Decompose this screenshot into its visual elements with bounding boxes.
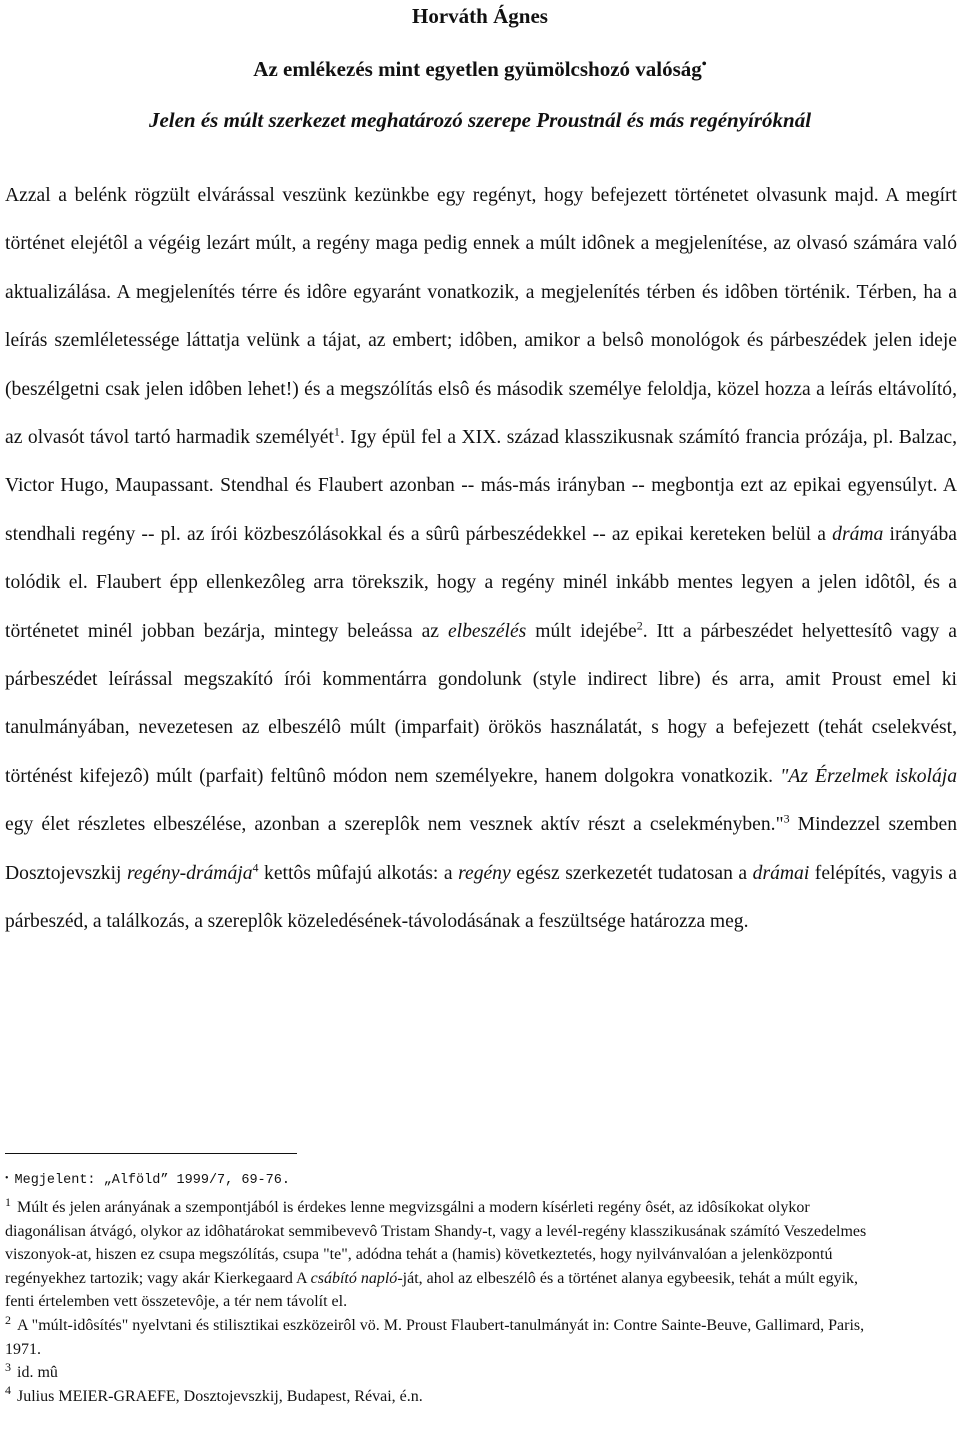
body-paragraph: Azzal a belénk rögzült elvárással veszünk kezünkbe egy regényt, hogy befejezett történetet olvasunk majd. A megírt történet elejétôl a végéig lezárt múlt, a regény maga pedig ennek a múlt idônek a megjelenítése, az olvasó számára való aktualizálása. A megjelenítés térre és idôre egyaránt vonatkozik, a megjelenítés térben és idôben történik. Térben, ha a leírás szemléletessége láttatja velünk a tájat, az embert; idôben, amikor a belsô monológok és párbeszédek jelen ideje (beszélgetni csak jelen idôben lehet!) és a megszólítás elsô és második személye feloldja, közel hozza a leírás eltávolító, az olvasót távol tartó harmadik személyét$^1$. Igy épül fel a XIX. század klasszikusnak számító francia prózája, pl. Balzac, Victor Hugo, Maupassant. Stendhal és Flaubert azonban -- más-más irányban -- megbontja ezt az epikai egyensúlyt. A stendhali regény -- pl. az írói közbeszólásokkal és a sûrû párbeszédekkel -- az epikai kereteken belül a dráma irányába tolódik el. Flaubert épp ellenkezôleg arra törekszik, hogy a regény minél inkább mentes legyen a jelen idôtôl, és a történetet minél jobban bezárja, mintegy beleássa az elbeszélés múlt idejébe$^2$. Itt a párbeszédet helyettesítô vagy a párbeszédet leírással megszakító írói kommentárra gondolunk (style indirect libre) és arra, amit Proust emel ki tanulmányában, nevezetesen az elbeszélô múlt (imparfait) örökös használatát, s hogy a befejezett (tehát cselekvést, történést kifejezô) múlt (parfait) feltûnô módon nem személyekre, hanem dolgokra vonatkozik. "Az Érzelmek iskolája egy élet részletes elbeszélése, azonban a szereplôk nem vesznek aktív részt a cselekményben."$^3$ Mindezzel szemben Dosztojevszkij regény-drámája$^4$ kettôs mûfajú alkotás: a regény egész szerkezetét tudatosan a drámai felépítés, vagyis a párbeszéd, a találkozás, a szereplôk közeledésének-távolodásának a feszültsége határozza meg. (5, 185, 958, 933)
footnote-separator (5, 1153, 297, 1154)
emphasis-elbeszeles: elbeszélés (447, 620, 527, 642)
footnote-publication: • Megjelent: „Alföld” 1999/7, 69-76. (5, 1173, 290, 1188)
emphasis-regeny: regény (458, 862, 511, 884)
emphasis-regeny-dramaja: regény-drámája (126, 862, 253, 884)
footnote-4: $^4$ Julius MEIER-GRAEFE, Dosztojevszkij, Budapest, Révai, é.n. (5, 1383, 423, 1405)
emphasis-drama: dráma (832, 523, 884, 545)
emphasis-csabito-naplo: csábító napló (310, 1269, 398, 1287)
emphasis-dramai: drámai (752, 862, 810, 884)
footnote-1: $^1$ Múlt és jelen arányának a szempontjából is érdekes lenne megvizsgálni a modern kísérleti regény ôsét, az idôsíkokat olykor diagonálisan átvágó, olykor az idôhatárokat semmibevevô Tristam Shandy-t, vagy a levél-regény klasszikusának számító Veszedelmes viszonyok-at, hiszen ez csupa megszólítás, csupa "te", adódna tehát a (hamis) következtetés, hogy nyilvánvalóan a jelenközpontú regényekhez tartozik; vagy akár Kierkegaard A csábító napló-ját, ahol az elbeszélô és a történet alanya egybeesik, tehát a múlt egyik, fenti értelemben vett összetevôje, a tér nem távolít el. (5, 1194, 867, 1311)
article-title-text: Az emlékezés mint egyetlen gyümölcshozó valóság (253, 57, 702, 81)
footnote-number: 2 (5, 1312, 11, 1327)
footnote-number: 1 (5, 1194, 11, 1209)
footnote-number: 3 (5, 1359, 11, 1374)
footnote-ref-1[interactable]: 1 (333, 424, 340, 439)
article-title (0, 57, 960, 82)
title-footnote-mark: • (701, 57, 707, 72)
footnote-3: $^3$ id. mû (5, 1359, 58, 1382)
footnote-ref-3[interactable]: 3 (783, 811, 790, 826)
publication-bullet: • (5, 1173, 9, 1184)
footnote-2: $^2$ A "múlt-idôsítés" nyelvtani és stilisztikai eszközeirôl vö. M. Proust Flaubert-tanulmányát in: Contre Sainte-Beuve, Gallimard, Paris, 1971. (5, 1312, 865, 1358)
footnotes (5, 1196, 885, 1408)
footnote-number: 4 (5, 1383, 11, 1398)
footnote-ref-2[interactable]: 2 (636, 618, 643, 633)
author-name: Horváth Ágnes (412, 4, 548, 28)
footnote-ref-4[interactable]: 4 (252, 860, 259, 875)
article-subtitle: Jelen és múlt szerkezet meghatározó szerepe Proustnál és más regényíróknál (148, 108, 812, 132)
quoted-title: "Az Érzelmek iskolája (780, 765, 958, 787)
